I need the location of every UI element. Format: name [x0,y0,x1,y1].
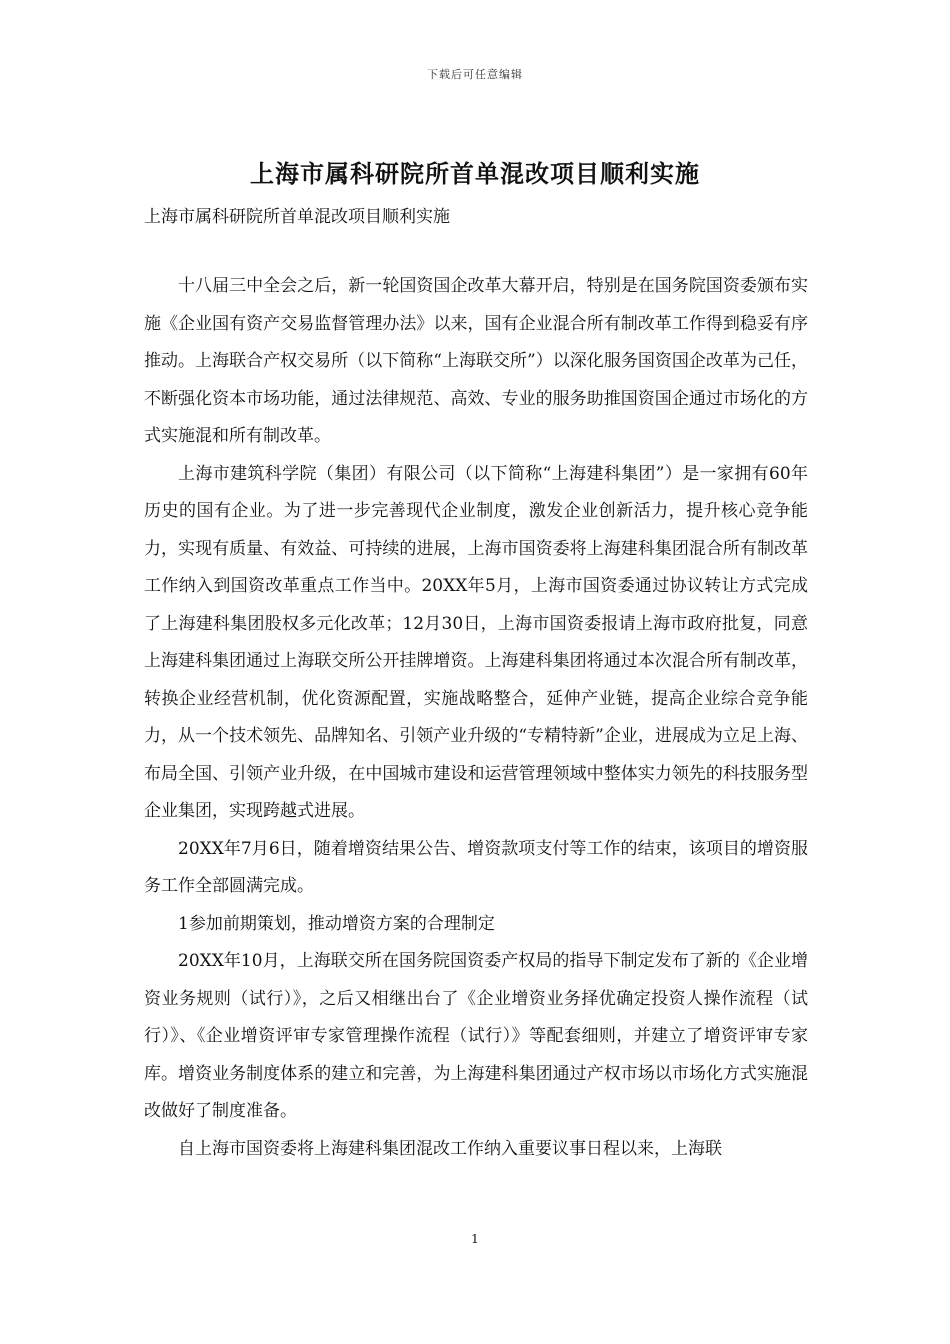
page-number: 1 [471,1232,479,1246]
document-subtitle: 上海市属科研院所首单混改项目顺利实施 [144,207,450,227]
body-paragraph: 20XX年10月，上海联交所在国务院国资委产权局的指导下制定发布了新的《企业增资业务规则（试行）》，之后又相继出台了《企业增资业务择优确定投资人操作流程（试行）》、《企业增资评审专家管理操作流程（试行）》等配套细则，并建立了增资评审专家库。增资业务制度体系的建立和完善，为上海建科集团通过产权市场以市场化方式实施混改做好了制度准备。 [144,951,808,1121]
body-paragraph: 十八届三中全会之后，新一轮国资国企改革大幕开启，特别是在国务院国资委颁布实施《企业国有资产交易监督管理办法》以来，国有企业混合所有制改革工作得到稳妥有序推动。上海联合产权交易所（以下简称“上海联交所”）以深化服务国资国企改革为己任，不断强化资本市场功能，通过法律规范、高效、专业的服务助推国资国企通过市场化的方式实施混和所有制改革。 [144,276,808,446]
body-paragraph: 上海市建筑科学院（集团）有限公司（以下简称“上海建科集团”）是一家拥有60年历史的国有企业。为了进一步完善现代企业制度，激发企业创新活力，提升核心竞争能力，实现有质量、有效益、可持续的进展，上海市国资委将上海建科集团混合所有制改革工作纳入到国资改革重点工作当中。20XX年5月，上海市国资委通过协议转让方式完成了上海建科集团股权多元化改革；12月30日，上海市国资委报请上海市政府批复，同意上海建科集团通过上海联交所公开挂牌增资。上海建科集团将通过本次混合所有制改革，转换企业经营机制，优化资源配置，实施战略整合，延伸产业链，提高企业综合竞争能力，从一个技术领先、品牌知名、引领产业升级的“专精特新”企业，进展成为立足上海、布局全国、引领产业升级，在中国城市建设和运营管理领域中整体实力领先的科技服务型企业集团，实现跨越式进展。 [144,463,808,821]
document-title: 上海市属科研院所首单混改项目顺利实施 [250,159,700,188]
body-paragraph: 20XX年7月6日，随着增资结果公告、增资款项支付等工作的结束，该项目的增资服务工作全部圆满完成。 [144,838,808,896]
document-body [144,268,808,1168]
section-heading: 1参加前期策划，推动增资方案的合理制定 [178,913,495,934]
body-paragraph: 自上海市国资委将上海建科集团混改工作纳入重要议事日程以来，上海联 [178,1138,722,1159]
header-note: 下载后可任意编辑 [427,68,523,81]
